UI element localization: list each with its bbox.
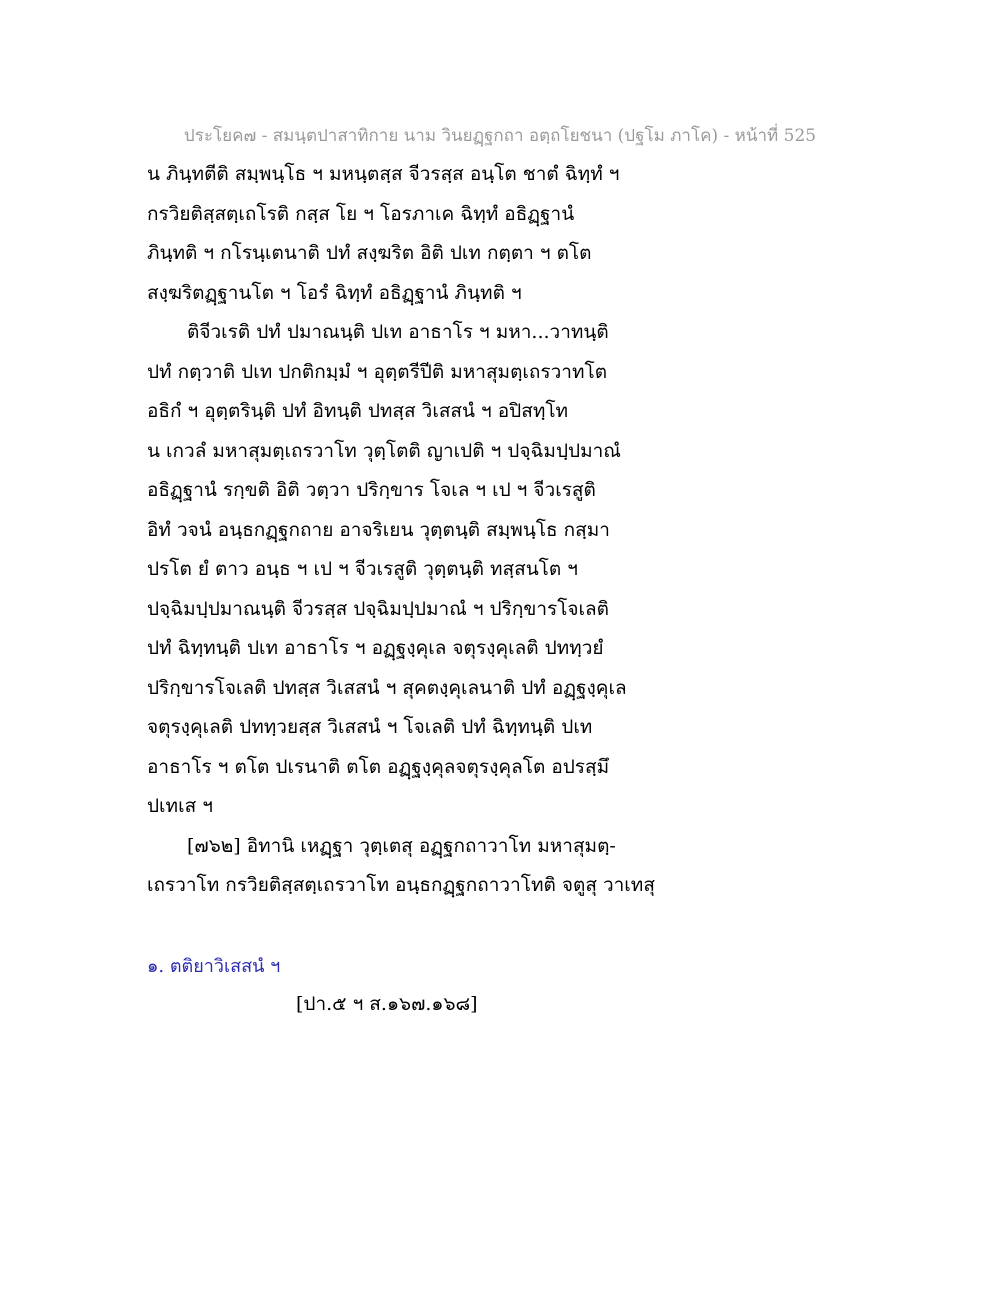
text-line: ปเทเส ฯ bbox=[147, 795, 213, 817]
text-line: อาธาโร ฯ ตโต ปเรนาติ ตโต อฏฺฐงฺคุลจตุรงฺคุลโต อปรสฺมึ bbox=[147, 755, 610, 778]
text-line: อธิฏฺฐานํ รกฺขติ อิติ วตฺวา ปริกฺขาร โจเล ฯ เป ฯ จีวเรสูติ bbox=[147, 479, 596, 501]
text-line: ปทํ ฉิทฺทนฺติ ปเท อาธาโร ฯ อฏฺฐงฺคุเล จตุรงฺคุเลติ ปททฺวยํ bbox=[147, 637, 604, 659]
text-line: อิทํ วจนํ อนฺธกฏฺฐกถาย อาจริเยน วุตฺตนฺติ สมฺพนฺโธ กสฺมา bbox=[147, 518, 610, 541]
text-line: สงฺฆริตฏฺฐานโต ฯ โอรํ ฉิทฺทํ อธิฏฺฐานํ ภินฺทติ ฯ bbox=[147, 281, 522, 304]
text-line: เถรวาโท กรวิยติสฺสตฺเถรวาโท อนฺธกฏฺฐกถาวาโทติ จตูสุ วาเทสุ bbox=[147, 874, 655, 896]
text-line: [๗๖๒] อิทานิ เหฏฺฐา วุตฺเตสุ อฏฺฐกถาวาโท มหาสุมตฺ- bbox=[187, 834, 616, 857]
text-line: จตุรงฺคุเลติ ปททฺวยสฺส วิเสสนํ ฯ โจเลติ ปทํ ฉิทฺทนฺติ ปเท bbox=[147, 716, 593, 738]
text-line: กรวิยติสฺสตฺเถโรติ กสฺส โย ฯ โอรภาเค ฉิทฺทํ อธิฏฺฐานํ bbox=[147, 202, 575, 225]
page-header: ประโยค๗ - สมนฺตปาสาทิกาย นาม วินยฏฺฐกถา อตฺถโยชนา (ปฐโม ภาโค) - หน้าที่ 525 bbox=[183, 126, 817, 146]
text-line: ปจฺฉิมปฺปมาณนฺติ จีวรสฺส ปจฺฉิมปฺปมาณํ ฯ ปริกฺขารโจเลติ bbox=[147, 597, 610, 620]
text-line: ปทํ กตฺวาติ ปเท ปกติกมฺมํ ฯ อุตฺตรีปีติ มหาสุมตฺเถรวาทโต bbox=[147, 360, 608, 383]
text-line: ภินฺทติ ฯ กโรนฺเตนาติ ปทํ สงฺฆริต อิติ ปเท กตฺตา ฯ ตโต bbox=[147, 242, 592, 264]
text-line: น เกวลํ มหาสุมตฺเถรวาโท วุตฺโตติ ญาเปติ ฯ ปจฺฉิมปฺปมาณํ bbox=[147, 439, 621, 462]
text-line: ติจีวเรติ ปทํ ปมาณนฺติ ปเท อาธาโร ฯ มหา...วาทนฺติ bbox=[187, 321, 609, 343]
text-line: ปรโต ยํ ตาว อนฺธ ฯ เป ฯ จีวเรสูติ วุตฺตนฺติ ทสฺสนโต ฯ bbox=[147, 558, 578, 580]
footnote: ๑. ตติยาวิเสสนํ ฯ bbox=[147, 956, 281, 977]
text-line: น ภินฺทตีติ สมฺพนฺโธ ฯ มหนฺตสฺส จีวรสฺส อนฺโต ชาตํ ฉิทฺทํ ฯ bbox=[147, 163, 620, 185]
body-text bbox=[147, 155, 707, 906]
text-line: อธิกํ ฯ อุตฺตรินฺติ ปทํ อิทนฺติ ปทสฺส วิเสสนํ ฯ อปิสทฺโท bbox=[147, 400, 569, 422]
text-line: ปริกฺขารโจเลติ ปทสฺส วิเสสนํ ฯ สุคตงฺคุเลนาติ ปทํ อฏฺฐงฺคุเล bbox=[147, 676, 627, 699]
page-reference: [ปา.๕ ฯ ส.๑๖๗.๑๖๘] bbox=[296, 993, 478, 1015]
